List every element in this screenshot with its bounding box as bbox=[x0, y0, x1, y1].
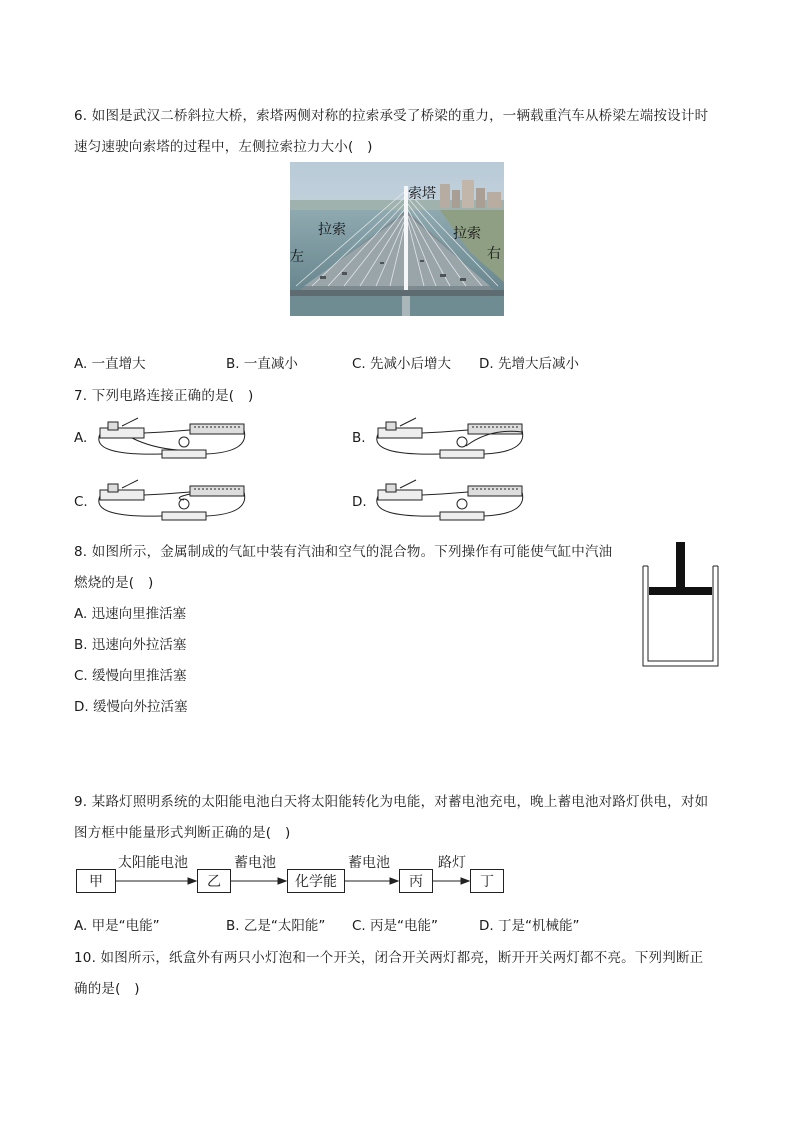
q6-stem-line2: 速匀速驶向索塔的过程中，左侧拉索拉力大小( ) bbox=[74, 139, 373, 155]
q9-stem-line1: 9. 某路灯照明系统的太阳能电池白天将太阳能转化为电能，对蓄电池充电，晚上蓄电池对路灯供电，对如 bbox=[74, 794, 709, 810]
circuit-d-diagram bbox=[370, 478, 530, 524]
circuit-c-diagram bbox=[92, 478, 252, 524]
q9-option-a[interactable]: A. 甲是“电能” bbox=[74, 918, 160, 934]
q8-option-d[interactable]: D. 缓慢向外拉活塞 bbox=[74, 699, 188, 715]
q9-option-b[interactable]: B. 乙是“太阳能” bbox=[226, 918, 326, 934]
q8-option-c[interactable]: C. 缓慢向里推活塞 bbox=[74, 668, 187, 684]
q8-option-a[interactable]: A. 迅速向里推活塞 bbox=[74, 606, 187, 622]
cylinder-piston-diagram bbox=[640, 540, 722, 670]
q6-option-b[interactable]: B. 一直减小 bbox=[226, 356, 298, 372]
q6-option-d[interactable]: D. 先增大后减小 bbox=[479, 356, 579, 372]
q9-stem-line2: 图方框中能量形式判断正确的是( ) bbox=[74, 825, 291, 841]
circuit-b-diagram bbox=[370, 416, 530, 462]
flow-label-battery-2: 蓄电池 bbox=[348, 855, 390, 871]
flow-label-battery-1: 蓄电池 bbox=[234, 855, 276, 871]
flow-arrows bbox=[0, 870, 794, 892]
q9-option-c[interactable]: C. 丙是“电能” bbox=[352, 918, 438, 934]
flow-box-yi: 乙 bbox=[197, 869, 231, 893]
bridge-photo bbox=[290, 162, 504, 316]
label-cable-right: 拉索 bbox=[453, 226, 481, 242]
q7-option-a[interactable]: A. bbox=[74, 430, 88, 446]
flow-box-chemical: 化学能 bbox=[287, 869, 345, 893]
label-right: 右 bbox=[487, 246, 501, 262]
flow-box-ding: 丁 bbox=[470, 869, 504, 893]
q6-stem-line1: 6. 如图是武汉二桥斜拉大桥，索塔两侧对称的拉索承受了桥梁的重力，一辆载重汽车从桥梁左端按设计时 bbox=[74, 108, 709, 124]
q7-option-b[interactable]: B. bbox=[352, 430, 366, 446]
q8-option-b[interactable]: B. 迅速向外拉活塞 bbox=[74, 637, 187, 653]
q8-stem-line1: 8. 如图所示，金属制成的气缸中装有汽油和空气的混合物。下列操作有可能使气缸中汽油 bbox=[74, 544, 613, 560]
label-tower: 索塔 bbox=[408, 186, 436, 202]
q10-stem-line2: 确的是( ) bbox=[74, 981, 140, 997]
q8-stem-line2: 燃烧的是( ) bbox=[74, 575, 154, 591]
flow-label-streetlight: 路灯 bbox=[438, 855, 466, 871]
circuit-a-diagram bbox=[92, 416, 252, 462]
flow-box-jia: 甲 bbox=[76, 869, 116, 893]
q9-option-d[interactable]: D. 丁是“机械能” bbox=[479, 918, 580, 934]
flow-box-bing: 丙 bbox=[399, 869, 433, 893]
q7-stem: 7. 下列电路连接正确的是( ) bbox=[74, 388, 254, 404]
label-cable-left: 拉索 bbox=[318, 222, 346, 238]
q6-option-c[interactable]: C. 先减小后增大 bbox=[352, 356, 452, 372]
q10-stem-line1: 10. 如图所示，纸盒外有两只小灯泡和一个开关，闭合开关两灯都亮，断开开关两灯都不亮。下列判断正 bbox=[74, 950, 704, 966]
label-left: 左 bbox=[290, 249, 304, 265]
flow-label-solar-cell: 太阳能电池 bbox=[118, 855, 188, 871]
q7-option-c[interactable]: C. bbox=[74, 494, 88, 510]
q7-option-d[interactable]: D. bbox=[352, 494, 367, 510]
q6-option-a[interactable]: A. 一直增大 bbox=[74, 356, 146, 372]
